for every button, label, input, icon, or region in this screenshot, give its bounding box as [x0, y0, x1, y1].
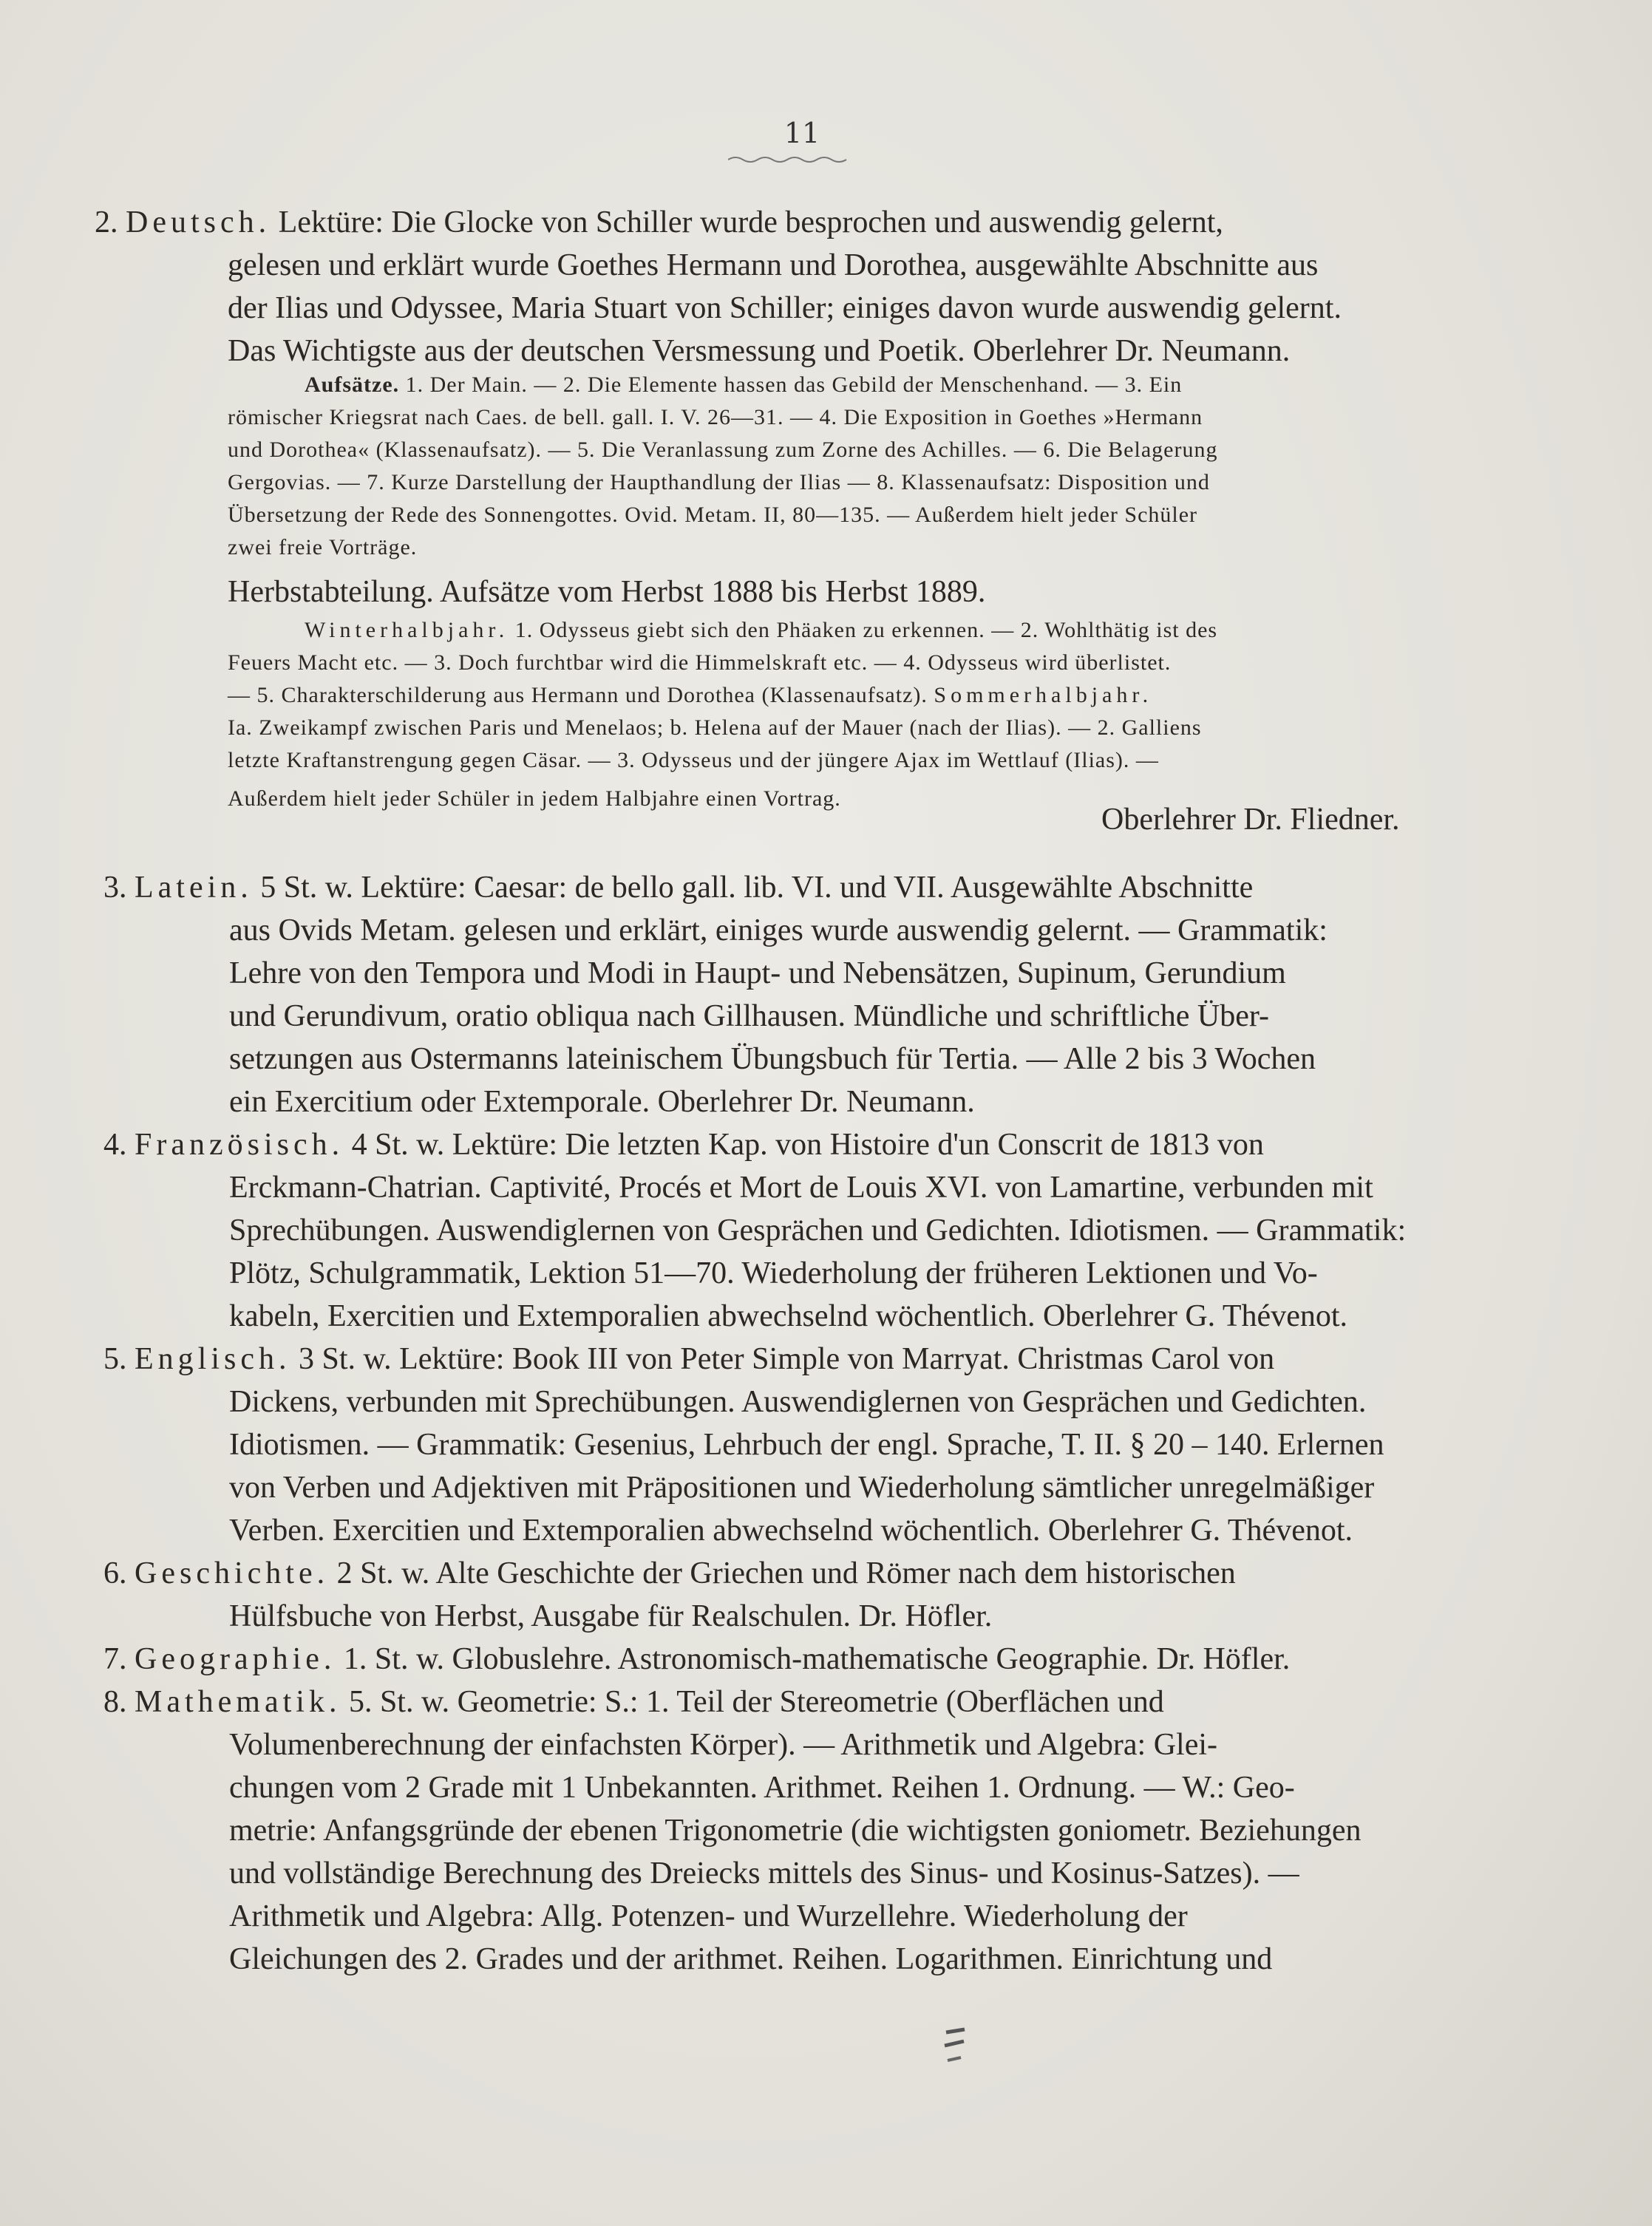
latein-line-6: ein Exercitium oder Extemporale. Oberlehrer Dr. Neumann. — [229, 1085, 975, 1119]
line-text: 1. Der Main. — 2. Die Elemente hassen das Gebild der Menschenhand. — 3. Ein — [399, 372, 1183, 397]
franzoesisch-line-5: kabeln, Exercitien und Extemporalien abwechselnd wöchentlich. Oberlehrer G. Thévenot. — [229, 1299, 1348, 1333]
geographie-line-1 — [103, 1638, 1290, 1681]
winter-line-2: Feuers Macht etc. — 3. Doch furchtbar wird die Himmelskraft etc. — 4. Odysseus wird überlistet. — [228, 650, 1172, 675]
line-text: 3 St. w. Lektüre: Book III von Peter Simple von Marryat. Christmas Carol von — [290, 1342, 1275, 1376]
mathematik-line-4: metrie: Anfangsgründe der ebenen Trigonometrie (die wichtigsten goniometr. Beziehungen — [229, 1814, 1362, 1848]
section-heading: Französisch. — [135, 1128, 344, 1162]
latein-line-4: und Gerundivum, oratio obliqua nach Gillhausen. Mündliche und schriftliche Über- — [229, 999, 1269, 1033]
englisch-line-1 — [103, 1338, 1274, 1381]
deutsch-line-2: gelesen und erklärt wurde Goethes Hermann und Dorothea, ausgewählte Abschnitte aus — [228, 248, 1319, 282]
winter-line-3 — [228, 680, 1152, 711]
aufsaetze-line-6: zwei freie Vorträge. — [228, 535, 418, 559]
franzoesisch-line-3: Sprechübungen. Auswendiglernen von Gesprächen und Gedichten. Idiotismen. — Grammatik: — [229, 1214, 1407, 1248]
sommer-heading: Sommerhalbjahr. — [934, 683, 1153, 707]
franzoesisch-line-4: Plötz, Schulgrammatik, Lektion 51—70. Wiederholung der früheren Lektionen und Vo- — [229, 1256, 1318, 1290]
englisch-line-2: Dickens, verbunden mit Sprechübungen. Auswendiglernen von Gesprächen und Gedichten. — [229, 1385, 1367, 1419]
englisch-line-4: von Verben und Adjektiven mit Präpositionen und Wiederholung sämtlicher unregelmäßiger — [229, 1471, 1375, 1505]
deutsch-line-1 — [95, 201, 1223, 244]
section-heading: Latein. — [135, 871, 253, 905]
section-number: 6. — [103, 1556, 127, 1590]
aufsaetze-line-2: römischer Kriegsrat nach Caes. de bell. gall. I. V. 26—31. — 4. Die Exposition in Goethes »Hermann — [228, 405, 1203, 429]
aufsaetze-line-1 — [305, 370, 1182, 401]
latein-line-5: setzungen aus Ostermanns lateinischem Übungsbuch für Tertia. — Alle 2 bis 3 Wochen — [229, 1042, 1316, 1076]
sommer-line-1: Ia. Zweikampf zwischen Paris und Menelaos; b. Helena auf der Mauer (nach der Ilias). — 2. Galliens — [228, 715, 1202, 740]
section-heading: Mathematik. — [135, 1685, 341, 1719]
herbstabteilung-heading: Herbstabteilung. Aufsätze vom Herbst 1888 bis Herbst 1889. — [228, 575, 986, 609]
page-number: 11 — [783, 117, 820, 149]
section-number: 4. — [103, 1128, 127, 1162]
section-heading: Geographie. — [135, 1642, 336, 1676]
latein-line-1 — [103, 866, 1253, 909]
sommer-line-3: Außerdem hielt jeder Schüler in jedem Halbjahre einen Vortrag. — [228, 786, 841, 811]
mathematik-line-3: chungen vom 2 Grade mit 1 Unbekannten. Arithmet. Reihen 1. Ordnung. — W.: Geo- — [229, 1771, 1295, 1805]
page-number-flourish — [728, 155, 854, 164]
aufsaetze-line-5: Übersetzung der Rede des Sonnengottes. Ovid. Metam. II, 80—135. — Außerdem hielt jeder Schüler — [228, 503, 1198, 527]
deutsch-teacher: Oberlehrer Dr. Fliedner. — [1101, 803, 1400, 837]
mathematik-line-5: und vollständige Berechnung des Dreiecks mittels des Sinus- und Kosinus-Satzes). — — [229, 1856, 1299, 1890]
line-text: 1. St. w. Globuslehre. Astronomisch-mathematische Geographie. Dr. Höfler. — [336, 1642, 1291, 1676]
aufsaetze-line-4: Gergovias. — 7. Kurze Darstellung der Haupthandlung der Ilias — 8. Klassenaufsatz: Disposition und — [228, 470, 1210, 494]
geschichte-line-1 — [103, 1552, 1236, 1595]
line-text: — 5. Charakterschilderung aus Hermann und Dorothea (Klassenaufsatz). — [228, 683, 934, 707]
latein-line-3: Lehre von den Tempora und Modi in Haupt- und Nebensätzen, Supinum, Gerundium — [229, 956, 1286, 990]
deutsch-line-3: der Ilias und Odyssee, Maria Stuart von Schiller; einiges davon wurde auswendig gelernt. — [228, 291, 1342, 325]
franzoesisch-line-2: Erckmann-Chatrian. Captivité, Procés et Mort de Louis XVI. von Lamartine, verbunden mit — [229, 1171, 1373, 1205]
ink-fleck-marks — [931, 2025, 976, 2084]
line-text: 4 St. w. Lektüre: Die letzten Kap. von Histoire d'un Conscrit de 1813 von — [344, 1128, 1264, 1162]
aufsaetze-heading: Aufsätze. — [305, 372, 400, 397]
mathematik-line-6: Arithmetik und Algebra: Allg. Potenzen- und Wurzellehre. Wiederholung der — [229, 1899, 1188, 1933]
section-heading: Deutsch. — [126, 205, 271, 239]
deutsch-line-4: Das Wichtigste aus der deutschen Versmessung und Poetik. Oberlehrer Dr. Neumann. — [228, 334, 1291, 368]
line-text: 5 St. w. Lektüre: Caesar: de bello gall. lib. VI. und VII. Ausgewählte Abschnitte — [252, 871, 1254, 905]
section-number: 5. — [103, 1342, 127, 1376]
line-text: 1. Odysseus giebt sich den Phäaken zu erkennen. — 2. Wohlthätig ist des — [509, 618, 1218, 642]
section-heading: Geschichte. — [135, 1556, 330, 1590]
section-number: 2. — [95, 205, 118, 239]
section-number: 7. — [103, 1642, 127, 1676]
mathematik-line-7: Gleichungen des 2. Grades und der arithmet. Reihen. Logarithmen. Einrichtung und — [229, 1942, 1273, 1976]
line-text: Lektüre: Die Glocke von Schiller wurde besprochen und auswendig gelernt, — [271, 205, 1223, 239]
winter-line-1 — [305, 615, 1217, 646]
englisch-line-3: Idiotismen. — Grammatik: Gesenius, Lehrbuch der engl. Sprache, T. II. § 20 – 140. Erlernen — [229, 1428, 1384, 1462]
aufsaetze-line-3: und Dorothea« (Klassenaufsatz). — 5. Die Veranlassung zum Zorne des Achilles. — 6. Die Belagerung — [228, 438, 1218, 462]
geschichte-line-2: Hülfsbuche von Herbst, Ausgabe für Realschulen. Dr. Höfler. — [229, 1599, 993, 1633]
section-heading: Englisch. — [135, 1342, 291, 1376]
section-number: 8. — [103, 1685, 127, 1719]
franzoesisch-line-1 — [103, 1123, 1264, 1166]
winter-heading: Winterhalbjahr. — [305, 618, 509, 642]
sommer-line-2: letzte Kraftanstrengung gegen Cäsar. — 3. Odysseus und der jüngere Ajax im Wettlauf (Ilias). — — [228, 748, 1159, 772]
mathematik-line-1 — [103, 1681, 1164, 1723]
line-text: 5. St. w. Geometrie: S.: 1. Teil der Stereometrie (Oberflächen und — [341, 1685, 1164, 1719]
latein-line-2: aus Ovids Metam. gelesen und erklärt, einiges wurde auswendig gelernt. — Grammatik: — [229, 913, 1328, 947]
mathematik-line-2: Volumenberechnung der einfachsten Körper). — Arithmetik und Algebra: Glei- — [229, 1728, 1218, 1762]
line-text: 2 St. w. Alte Geschichte der Griechen und Römer nach dem historischen — [329, 1556, 1236, 1590]
englisch-line-5: Verben. Exercitien und Extemporalien abwechselnd wöchentlich. Oberlehrer G. Thévenot. — [229, 1514, 1353, 1548]
section-number: 3. — [103, 871, 127, 905]
